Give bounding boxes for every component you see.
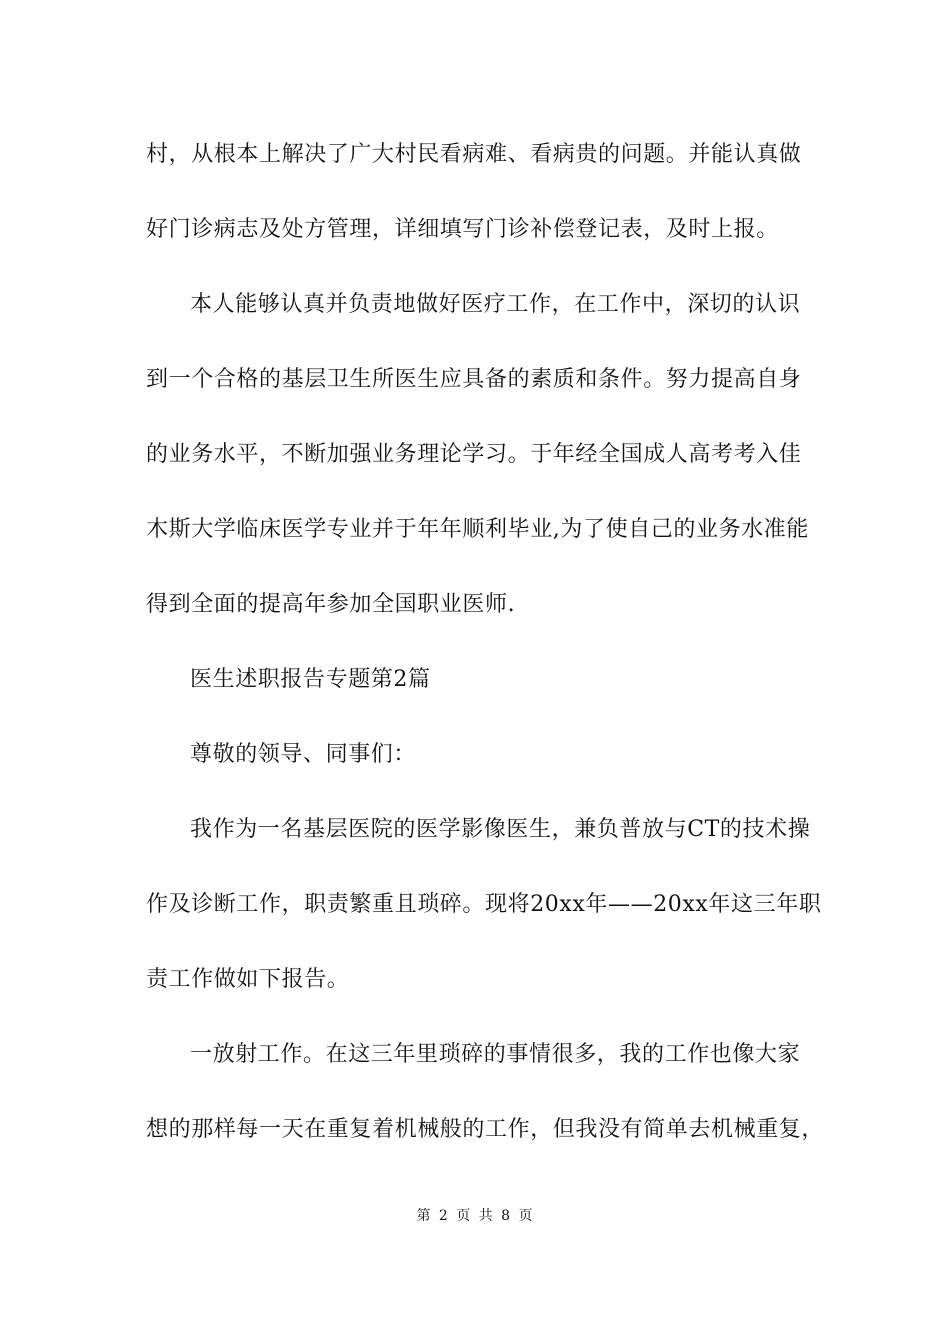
footer-prefix: 第: [416, 1208, 432, 1224]
text-line-14: 想的那样每一天在重复着机械般的工作，但我没有简单去机械重复，: [146, 1117, 825, 1142]
text-line-5: 的业务水平，不断加强业务理论学习。于年经全国成人高考考入佳: [146, 442, 802, 467]
page-footer: [0, 1207, 950, 1225]
footer-page-word: 页: [456, 1208, 472, 1224]
text-line-3: 本人能够认真并负责地做好医疗工作，在工作中，深切的认识: [190, 292, 801, 317]
text-line-10: 我作为一名基层医院的医学影像医生，兼负普放与CT的技术操: [190, 817, 811, 842]
text-line-12: 责工作做如下报告。: [146, 967, 350, 992]
text-line-11: 作及诊断工作，职责繁重且琐碎。现将20xx年——20xx年这三年职: [146, 892, 822, 917]
footer-suffix: 页: [518, 1208, 534, 1224]
footer-total-pages: 8: [501, 1208, 512, 1224]
salutation: 尊敬的领导、同事们：: [190, 742, 417, 767]
text-line-7: 得到全面的提高年参加全国职业医师.: [146, 592, 516, 617]
text-line-2: 好门诊病志及处方管理，详细填写门诊补偿登记表，及时上报。: [146, 217, 779, 242]
text-line-6: 木斯大学临床医学专业并于年年顺利毕业,为了使自己的业务水准能: [146, 517, 809, 542]
text-line-1: 村，从根本上解决了广大村民看病难、看病贵的问题。并能认真做: [146, 142, 802, 167]
footer-total-prefix: 共: [478, 1208, 494, 1224]
text-line-13: 一放射工作。在这三年里琐碎的事情很多，我的工作也像大家: [190, 1042, 801, 1067]
text-line-4: 到一个合格的基层卫生所医生应具备的素质和条件。努力提高自身: [146, 367, 802, 392]
footer-current-page: 2: [438, 1208, 449, 1224]
section-heading: 医生述职报告专题第2篇: [190, 667, 431, 692]
